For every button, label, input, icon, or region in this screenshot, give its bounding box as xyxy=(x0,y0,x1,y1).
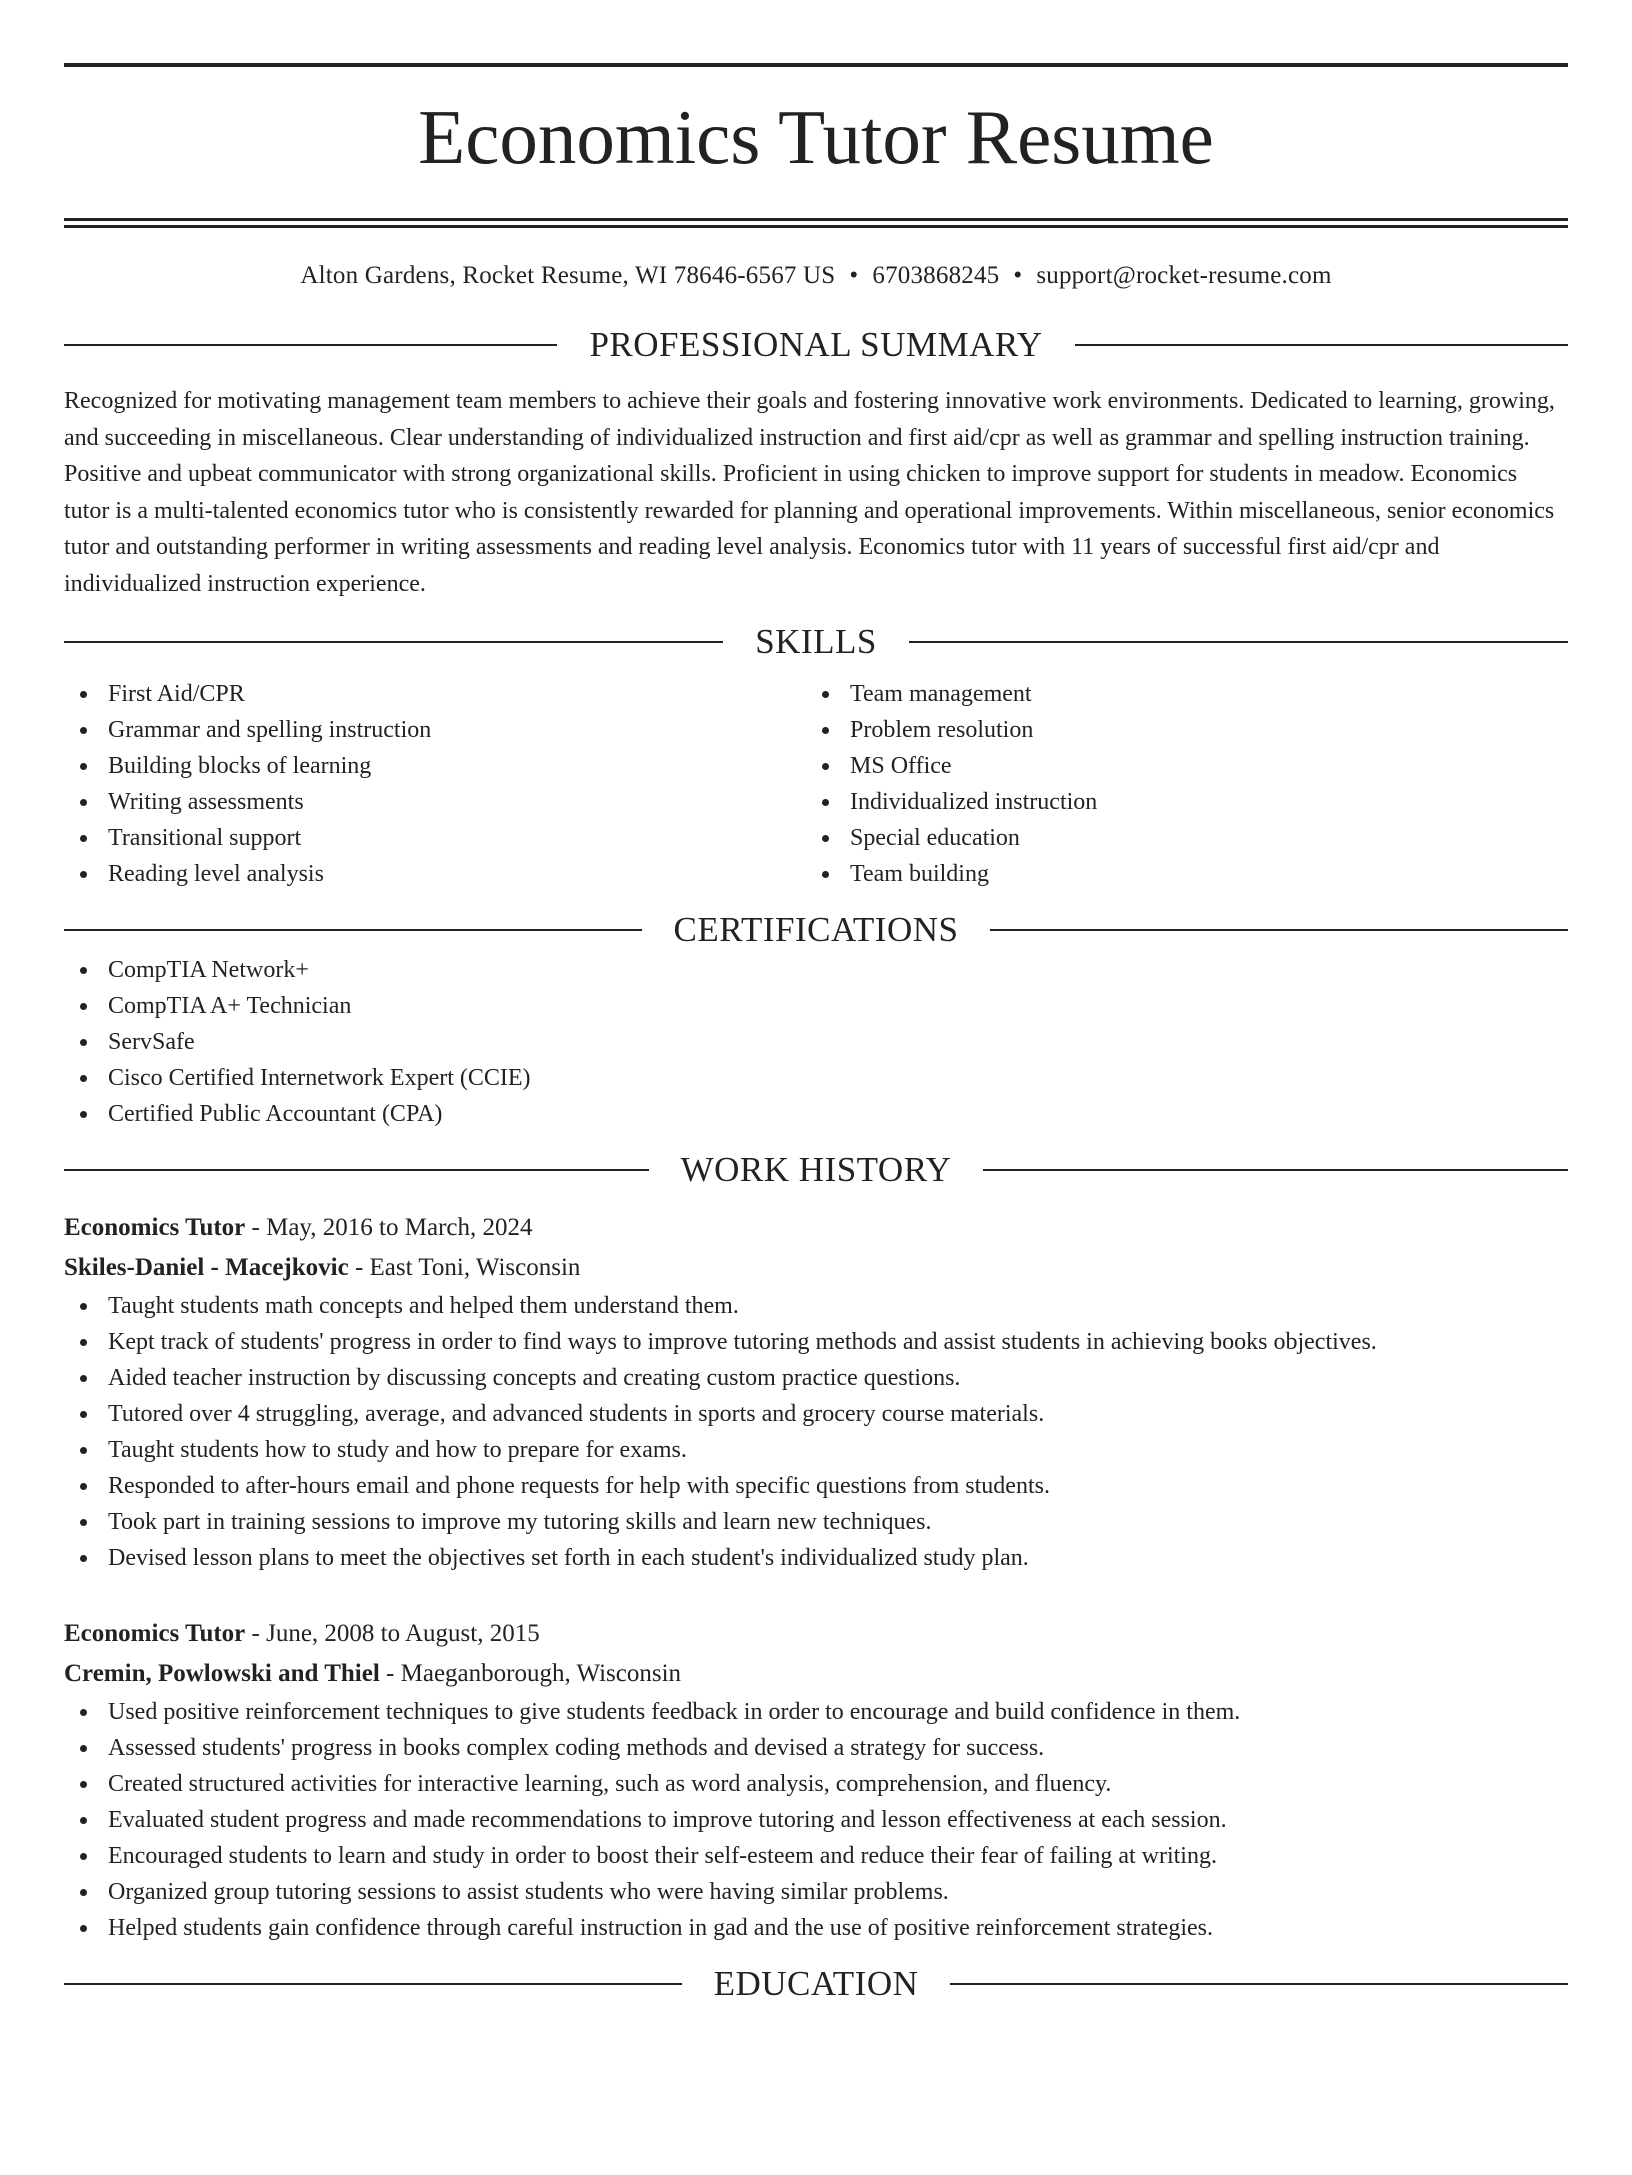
job-title-line xyxy=(64,1208,1568,1248)
heading-rule-right xyxy=(983,1169,1568,1171)
job-bullets xyxy=(64,1288,1568,1576)
summary-text: Recognized for motivating management team members to achieve their goals and fostering innovative work environments. Dedicated to learning, growing, and succeeding in miscellaneous. Clear understanding of individualized instruction and first aid/cpr as well as grammar and spelling instruction training. Positive and upbeat communicator with strong organizational skills. Proficient in using chicken to improve support for students in meadow. Economics tutor is a multi-talented economics tutor who is consistently rewarded for planning and operational improvements. Within miscellaneous, senior economics tutor and outstanding performer in writing assessments and reading level analysis. Economics tutor with 11 years of successful first aid/cpr and individualized instruction experience. xyxy=(64,388,1555,597)
skill-item: MS Office xyxy=(806,748,1548,784)
heading-rule-left xyxy=(64,929,642,931)
header-top-rule xyxy=(64,63,1568,67)
certifications-list xyxy=(64,952,1568,1132)
skill-item: Problem resolution xyxy=(806,712,1548,748)
contact-email: support@rocket-resume.com xyxy=(1036,262,1332,289)
skills-column-left xyxy=(64,676,806,892)
section-title: CERTIFICATIONS xyxy=(673,910,959,949)
job-bullet: Took part in training sessions to improve my tutoring skills and learn new techniques. xyxy=(64,1504,1568,1540)
resume-page xyxy=(0,63,1632,2175)
section-title: WORK HISTORY xyxy=(680,1150,952,1189)
job-company: Cremin, Powlowski and Thiel xyxy=(64,1660,380,1687)
page-title: Economics Tutor Resume xyxy=(418,94,1214,180)
skill-item: Team management xyxy=(806,676,1548,712)
job-bullet: Aided teacher instruction by discussing concepts and creating custom practice questions. xyxy=(64,1360,1568,1396)
skills-grid xyxy=(64,676,1568,892)
job-bullet: Tutored over 4 struggling, average, and advanced students in sports and grocery course materials. xyxy=(64,1396,1568,1432)
certification-item: Certified Public Accountant (CPA) xyxy=(64,1096,1568,1132)
skill-item: Building blocks of learning xyxy=(64,748,806,784)
section-heading-education xyxy=(64,1962,1568,2006)
job-bullet: Assessed students' progress in books complex coding methods and devised a strategy for success. xyxy=(64,1730,1568,1766)
job-company-line xyxy=(64,1654,1568,1694)
contact-address: Alton Gardens, Rocket Resume, WI 78646-6567 US xyxy=(300,262,836,289)
heading-rule-right xyxy=(950,1983,1568,1985)
job-bullet: Devised lesson plans to meet the objectives set forth in each student's individualized study plan. xyxy=(64,1540,1568,1576)
skill-item: Special education xyxy=(806,820,1548,856)
contact-phone: 6703868245 xyxy=(872,262,1000,289)
heading-rule-left xyxy=(64,1169,649,1171)
job-entry xyxy=(64,1208,1568,1576)
job-bullet: Used positive reinforcement techniques to give students feedback in order to encourage and build confidence in them. xyxy=(64,1694,1568,1730)
skill-item: Transitional support xyxy=(64,820,806,856)
job-dates: - June, 2008 to August, 2015 xyxy=(245,1620,540,1647)
job-company: Skiles-Daniel - Macejkovic xyxy=(64,1254,349,1281)
job-title: Economics Tutor xyxy=(64,1214,246,1241)
heading-rule-left xyxy=(64,1983,682,1985)
certification-item: Cisco Certified Internetwork Expert (CCIE) xyxy=(64,1060,1568,1096)
certification-item: CompTIA A+ Technician xyxy=(64,988,1568,1024)
job-title-line xyxy=(64,1614,1568,1654)
job-location: - East Toni, Wisconsin xyxy=(348,1254,581,1281)
job-company-line xyxy=(64,1248,1568,1288)
section-title: EDUCATION xyxy=(713,1964,919,2003)
heading-rule-left xyxy=(64,641,723,643)
job-title: Economics Tutor xyxy=(64,1620,246,1647)
job-bullets xyxy=(64,1694,1568,1946)
heading-rule-right xyxy=(990,929,1568,931)
skill-item: First Aid/CPR xyxy=(64,676,806,712)
heading-rule-right xyxy=(909,641,1568,643)
header-double-rule xyxy=(64,218,1568,228)
heading-rule-right xyxy=(1075,344,1568,346)
skill-item: Grammar and spelling instruction xyxy=(64,712,806,748)
job-bullet: Kept track of students' progress in order to find ways to improve tutoring methods and assist students in achieving books objectives. xyxy=(64,1324,1568,1360)
job-bullet: Evaluated student progress and made recommendations to improve tutoring and lesson effectiveness at each session. xyxy=(64,1802,1568,1838)
job-bullet: Helped students gain confidence through careful instruction in gad and the use of positive reinforcement strategies. xyxy=(64,1910,1568,1946)
certification-item: CompTIA Network+ xyxy=(64,952,1568,988)
section-heading-skills xyxy=(64,620,1568,664)
contact-separator: • xyxy=(1013,262,1023,289)
skills-column-right xyxy=(806,676,1548,892)
job-bullet: Organized group tutoring sessions to assist students who were having similar problems. xyxy=(64,1874,1568,1910)
job-bullet: Created structured activities for interactive learning, such as word analysis, comprehension, and fluency. xyxy=(64,1766,1568,1802)
section-heading-work-history xyxy=(64,1148,1568,1192)
certification-item: ServSafe xyxy=(64,1024,1568,1060)
job-entry xyxy=(64,1614,1568,1946)
skill-item: Writing assessments xyxy=(64,784,806,820)
heading-rule-left xyxy=(64,344,557,346)
skill-item: Individualized instruction xyxy=(806,784,1548,820)
job-bullet: Taught students math concepts and helped them understand them. xyxy=(64,1288,1568,1324)
section-title: PROFESSIONAL SUMMARY xyxy=(589,325,1043,364)
skill-item: Reading level analysis xyxy=(64,856,806,892)
job-bullet: Taught students how to study and how to prepare for exams. xyxy=(64,1432,1568,1468)
section-heading-summary xyxy=(64,323,1568,367)
job-location: - Maeganborough, Wisconsin xyxy=(379,1660,682,1687)
skill-item: Team building xyxy=(806,856,1548,892)
job-bullet: Encouraged students to learn and study in order to boost their self-esteem and reduce their fear of failing at writing. xyxy=(64,1838,1568,1874)
job-bullet: Responded to after-hours email and phone requests for help with specific questions from students. xyxy=(64,1468,1568,1504)
section-title: SKILLS xyxy=(755,622,877,661)
section-heading-certifications xyxy=(64,908,1568,952)
contact-separator: • xyxy=(849,262,859,289)
contact-line xyxy=(64,261,1568,291)
job-dates: - May, 2016 to March, 2024 xyxy=(245,1214,533,1241)
